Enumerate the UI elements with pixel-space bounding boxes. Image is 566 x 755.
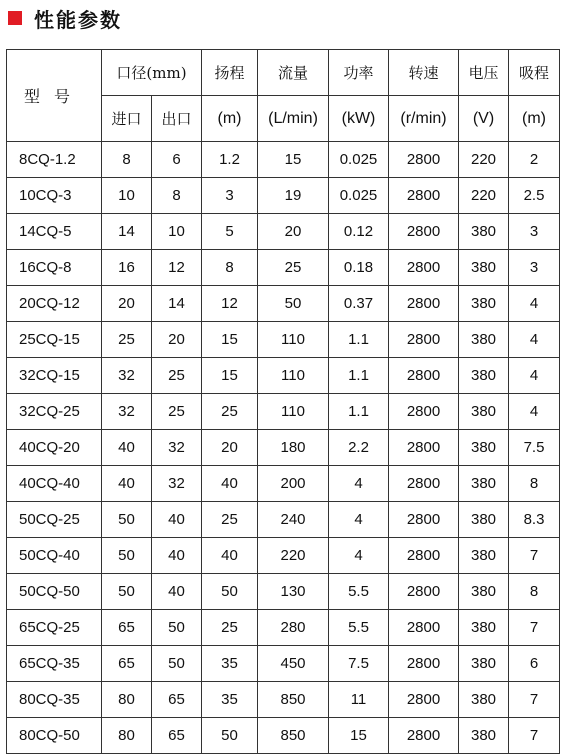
cell-speed: 2800 (389, 250, 459, 286)
cell-flow: 50 (258, 286, 329, 322)
table-row (7, 538, 560, 574)
cell-suction: 4 (509, 394, 560, 430)
cell-head: 12 (202, 286, 258, 322)
table-row (7, 142, 560, 178)
cell-head: 15 (202, 322, 258, 358)
cell-speed: 2800 (389, 430, 459, 466)
cell-flow: 25 (258, 250, 329, 286)
cell-model: 80CQ-50 (7, 718, 102, 754)
table-row (7, 610, 560, 646)
cell-inlet: 14 (102, 214, 152, 250)
cell-inlet: 50 (102, 538, 152, 574)
cell-power: 15 (329, 718, 389, 754)
cell-power: 4 (329, 466, 389, 502)
cell-inlet: 50 (102, 502, 152, 538)
cell-head: 20 (202, 430, 258, 466)
cell-flow: 130 (258, 574, 329, 610)
cell-voltage: 380 (459, 538, 509, 574)
cell-voltage: 380 (459, 358, 509, 394)
cell-inlet: 65 (102, 610, 152, 646)
cell-flow: 280 (258, 610, 329, 646)
cell-inlet: 16 (102, 250, 152, 286)
cell-speed: 2800 (389, 646, 459, 682)
cell-speed: 2800 (389, 178, 459, 214)
cell-head: 35 (202, 646, 258, 682)
cell-outlet: 65 (152, 682, 202, 718)
cell-suction: 7 (509, 610, 560, 646)
cell-power: 11 (329, 682, 389, 718)
cell-model: 32CQ-15 (7, 358, 102, 394)
cell-outlet: 12 (152, 250, 202, 286)
cell-model: 50CQ-40 (7, 538, 102, 574)
cell-power: 0.12 (329, 214, 389, 250)
cell-suction: 2.5 (509, 178, 560, 214)
section-heading (8, 5, 122, 31)
cell-suction: 2 (509, 142, 560, 178)
table-row (7, 466, 560, 502)
cell-voltage: 220 (459, 178, 509, 214)
header-suction-unit: (m) (509, 96, 560, 142)
cell-flow: 110 (258, 394, 329, 430)
cell-outlet: 25 (152, 358, 202, 394)
cell-outlet: 32 (152, 430, 202, 466)
cell-voltage: 220 (459, 142, 509, 178)
cell-power: 7.5 (329, 646, 389, 682)
cell-voltage: 380 (459, 394, 509, 430)
cell-suction: 7 (509, 718, 560, 754)
cell-power: 1.1 (329, 394, 389, 430)
cell-power: 4 (329, 538, 389, 574)
cell-speed: 2800 (389, 718, 459, 754)
cell-suction: 7 (509, 682, 560, 718)
table-header (7, 50, 560, 142)
cell-model: 16CQ-8 (7, 250, 102, 286)
performance-table (6, 49, 560, 754)
cell-suction: 4 (509, 322, 560, 358)
cell-speed: 2800 (389, 574, 459, 610)
cell-model: 50CQ-25 (7, 502, 102, 538)
cell-power: 2.2 (329, 430, 389, 466)
cell-inlet: 25 (102, 322, 152, 358)
cell-head: 40 (202, 538, 258, 574)
cell-power: 5.5 (329, 610, 389, 646)
section-title: 性能参数 (34, 7, 122, 32)
cell-inlet: 40 (102, 466, 152, 502)
header-head-unit: (m) (202, 96, 258, 142)
cell-flow: 220 (258, 538, 329, 574)
cell-speed: 2800 (389, 286, 459, 322)
cell-model: 20CQ-12 (7, 286, 102, 322)
cell-inlet: 32 (102, 358, 152, 394)
header-outlet: 出口 (152, 96, 202, 142)
header-inlet: 进口 (102, 96, 152, 142)
table-row (7, 718, 560, 754)
cell-inlet: 65 (102, 646, 152, 682)
cell-inlet: 80 (102, 682, 152, 718)
table-row (7, 286, 560, 322)
cell-speed: 2800 (389, 322, 459, 358)
cell-outlet: 20 (152, 322, 202, 358)
cell-voltage: 380 (459, 502, 509, 538)
cell-speed: 2800 (389, 682, 459, 718)
table-row (7, 178, 560, 214)
cell-suction: 3 (509, 214, 560, 250)
cell-speed: 2800 (389, 610, 459, 646)
cell-head: 5 (202, 214, 258, 250)
cell-outlet: 50 (152, 646, 202, 682)
cell-inlet: 8 (102, 142, 152, 178)
cell-outlet: 32 (152, 466, 202, 502)
cell-speed: 2800 (389, 502, 459, 538)
cell-power: 1.1 (329, 322, 389, 358)
cell-outlet: 40 (152, 538, 202, 574)
cell-head: 15 (202, 358, 258, 394)
cell-power: 0.025 (329, 178, 389, 214)
cell-speed: 2800 (389, 214, 459, 250)
cell-voltage: 380 (459, 718, 509, 754)
table-row (7, 250, 560, 286)
table-row (7, 502, 560, 538)
header-model: 型号 (7, 50, 102, 142)
cell-suction: 4 (509, 286, 560, 322)
cell-head: 50 (202, 718, 258, 754)
header-suction: 吸程 (509, 50, 560, 96)
cell-head: 35 (202, 682, 258, 718)
table-row (7, 430, 560, 466)
cell-power: 0.025 (329, 142, 389, 178)
cell-head: 50 (202, 574, 258, 610)
cell-speed: 2800 (389, 394, 459, 430)
cell-outlet: 8 (152, 178, 202, 214)
cell-flow: 110 (258, 358, 329, 394)
cell-outlet: 40 (152, 502, 202, 538)
cell-speed: 2800 (389, 142, 459, 178)
cell-head: 40 (202, 466, 258, 502)
cell-model: 14CQ-5 (7, 214, 102, 250)
cell-outlet: 14 (152, 286, 202, 322)
cell-suction: 6 (509, 646, 560, 682)
cell-inlet: 20 (102, 286, 152, 322)
header-voltage-unit: (V) (459, 96, 509, 142)
cell-voltage: 380 (459, 214, 509, 250)
cell-outlet: 50 (152, 610, 202, 646)
cell-model: 80CQ-35 (7, 682, 102, 718)
cell-power: 1.1 (329, 358, 389, 394)
cell-inlet: 80 (102, 718, 152, 754)
cell-flow: 20 (258, 214, 329, 250)
cell-voltage: 380 (459, 646, 509, 682)
cell-speed: 2800 (389, 538, 459, 574)
cell-model: 32CQ-25 (7, 394, 102, 430)
cell-flow: 850 (258, 718, 329, 754)
table-row (7, 322, 560, 358)
cell-head: 25 (202, 394, 258, 430)
cell-flow: 240 (258, 502, 329, 538)
header-power: 功率 (329, 50, 389, 96)
cell-model: 40CQ-20 (7, 430, 102, 466)
cell-power: 0.18 (329, 250, 389, 286)
cell-voltage: 380 (459, 250, 509, 286)
cell-flow: 110 (258, 322, 329, 358)
cell-inlet: 50 (102, 574, 152, 610)
cell-head: 3 (202, 178, 258, 214)
cell-voltage: 380 (459, 286, 509, 322)
header-voltage: 电压 (459, 50, 509, 96)
cell-head: 1.2 (202, 142, 258, 178)
cell-model: 8CQ-1.2 (7, 142, 102, 178)
cell-suction: 4 (509, 358, 560, 394)
red-square-icon (8, 11, 22, 25)
cell-voltage: 380 (459, 682, 509, 718)
header-flow: 流量 (258, 50, 329, 96)
cell-head: 8 (202, 250, 258, 286)
header-speed: 转速 (389, 50, 459, 96)
table-row (7, 214, 560, 250)
cell-outlet: 10 (152, 214, 202, 250)
cell-inlet: 40 (102, 430, 152, 466)
cell-flow: 19 (258, 178, 329, 214)
cell-voltage: 380 (459, 322, 509, 358)
cell-power: 4 (329, 502, 389, 538)
table-row (7, 394, 560, 430)
cell-speed: 2800 (389, 466, 459, 502)
cell-model: 10CQ-3 (7, 178, 102, 214)
cell-voltage: 380 (459, 430, 509, 466)
cell-suction: 8.3 (509, 502, 560, 538)
cell-outlet: 6 (152, 142, 202, 178)
header-power-unit: (kW) (329, 96, 389, 142)
cell-inlet: 32 (102, 394, 152, 430)
cell-power: 0.37 (329, 286, 389, 322)
cell-speed: 2800 (389, 358, 459, 394)
cell-flow: 180 (258, 430, 329, 466)
cell-model: 65CQ-35 (7, 646, 102, 682)
cell-flow: 850 (258, 682, 329, 718)
table-body (7, 142, 560, 754)
cell-suction: 7 (509, 538, 560, 574)
table-row (7, 574, 560, 610)
header-flow-unit: (L/min) (258, 96, 329, 142)
cell-flow: 15 (258, 142, 329, 178)
cell-power: 5.5 (329, 574, 389, 610)
table-row (7, 358, 560, 394)
cell-suction: 8 (509, 466, 560, 502)
cell-outlet: 40 (152, 574, 202, 610)
cell-model: 65CQ-25 (7, 610, 102, 646)
cell-suction: 8 (509, 574, 560, 610)
cell-head: 25 (202, 610, 258, 646)
cell-suction: 3 (509, 250, 560, 286)
cell-voltage: 380 (459, 574, 509, 610)
cell-model: 25CQ-15 (7, 322, 102, 358)
header-head: 扬程 (202, 50, 258, 96)
cell-suction: 7.5 (509, 430, 560, 466)
cell-model: 50CQ-50 (7, 574, 102, 610)
cell-head: 25 (202, 502, 258, 538)
cell-voltage: 380 (459, 610, 509, 646)
cell-outlet: 65 (152, 718, 202, 754)
cell-model: 40CQ-40 (7, 466, 102, 502)
header-speed-unit: (r/min) (389, 96, 459, 142)
cell-outlet: 25 (152, 394, 202, 430)
cell-flow: 200 (258, 466, 329, 502)
cell-flow: 450 (258, 646, 329, 682)
cell-voltage: 380 (459, 466, 509, 502)
header-diameter: 口径(mm) (102, 50, 202, 96)
table-row (7, 646, 560, 682)
cell-inlet: 10 (102, 178, 152, 214)
table-row (7, 682, 560, 718)
